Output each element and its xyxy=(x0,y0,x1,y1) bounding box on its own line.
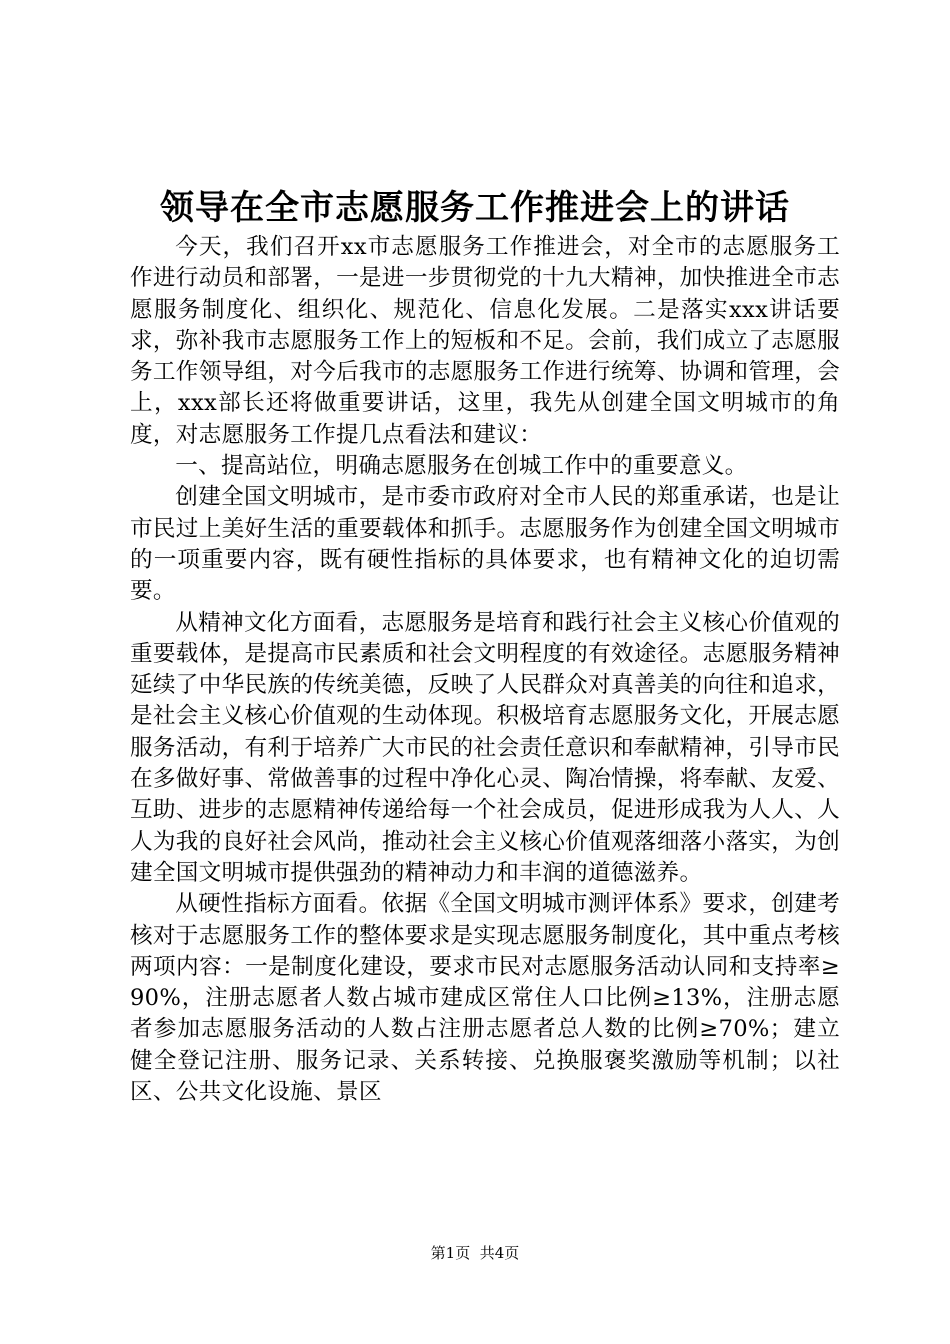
page-footer xyxy=(0,1243,950,1263)
document-title: 领导在全市志愿服务工作推进会上的讲话 xyxy=(160,188,790,228)
paragraph-section-heading: 一、提高站位，明确志愿服务在创城工作中的重要意义。 xyxy=(175,453,748,480)
paragraph-spiritual-culture: 从精神文化方面看，志愿服务是培育和践行社会主义核心价值观的重要载体，是提高市民素质和社会文明程度的有效途径。志愿服务精神延续了中华民族的传统美德，反映了人民群众对真善美的向往和追求，是社会主义核心价值观的生动体现。积极培育志愿服务文化，开展志愿服务活动，有利于培养广大市民的社会责任意识和奉献精神，引导市民在多做好事、常做善事的过程中净化心灵、陶冶情操，将奉献、友爱、互助、进步的志愿精神传递给每一个社会成员，促进形成我为人人、人人为我的良好社会风尚，推动社会主义核心价值观落细落小落实，为创建全国文明城市提供强劲的精神动力和丰润的道德滋养。 xyxy=(130,609,840,886)
paragraph-hard-indicators: 从硬性指标方面看。依据《全国文明城市测评体系》要求，创建考核对于志愿服务工作的整体要求是实现志愿服务制度化，其中重点考核两项内容：一是制度化建设，要求市民对志愿服务活动认同和支持率≥90%，注册志愿者人数占城市建成区常住人口比例≥13%，注册志愿者参加志愿服务活动的人数占注册志愿者总人数的比例≥70%；建立健全登记注册、服务记录、关系转接、兑换服褒奖激励等机制；以社区、公共文化设施、景区 xyxy=(130,891,840,1106)
document-body xyxy=(130,232,840,1108)
page-number: 第1页 xyxy=(430,1244,471,1262)
paragraph-civilized-city: 创建全国文明城市，是市委市政府对全市人民的郑重承诺，也是让市民过上美好生活的重要载体和抓手。志愿服务作为创建全国文明城市的一项重要内容，既有硬性指标的具体要求，也有精神文化的迫切需要。 xyxy=(130,484,840,605)
page-total: 共4页 xyxy=(479,1244,520,1262)
paragraph-intro: 今天，我们召开xx市志愿服务工作推进会，对全市的志愿服务工作进行动员和部署，一是进一步贯彻党的十九大精神，加快推进全市志愿服务制度化、组织化、规范化、信息化发展。二是落实xxx讲话要求，弥补我市志愿服务工作上的短板和不足。会前，我们成立了志愿服务工作领导组，对今后我市的志愿服务工作进行统筹、协调和管理，会上，xxx部长还将做重要讲话，这里，我先从创建全国文明城市的角度，对志愿服务工作提几点看法和建议： xyxy=(130,234,840,448)
